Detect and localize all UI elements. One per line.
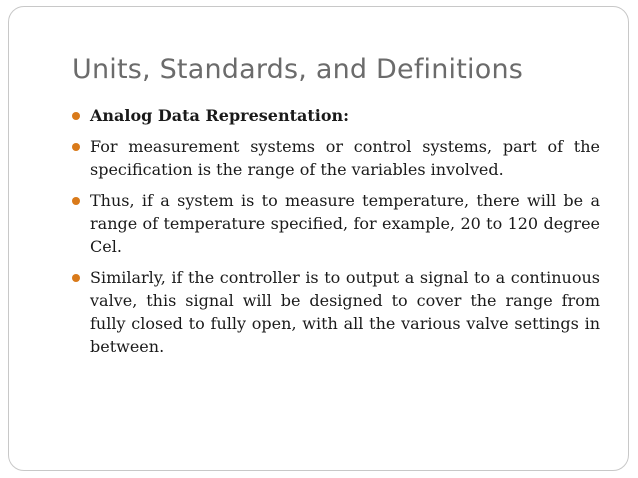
bullet-dot-icon (72, 274, 80, 282)
bullet-item (70, 189, 600, 258)
bullet-dot-icon (72, 112, 80, 120)
bullet-item (70, 135, 600, 181)
slide-title: Units, Standards, and Definitions (72, 54, 524, 85)
bullet-item (70, 266, 600, 358)
bullet-text: Analog Data Representation: (90, 106, 350, 125)
bullet-list (70, 104, 600, 366)
bullet-text: For measurement systems or control systems, part of the specification is the range of the variables involved. (90, 137, 600, 179)
bullet-text: Similarly, if the controller is to output a signal to a continuous valve, this signal will be designed to cover the range from fully closed to fully open, with all the various valve settings in between. (90, 268, 600, 356)
bullet-text: Thus, if a system is to measure temperature, there will be a range of temperature specified, for example, 20 to 120 degree Cel. (90, 191, 600, 256)
bullet-dot-icon (72, 197, 80, 205)
bullet-dot-icon (72, 143, 80, 151)
bullet-item (70, 104, 600, 127)
